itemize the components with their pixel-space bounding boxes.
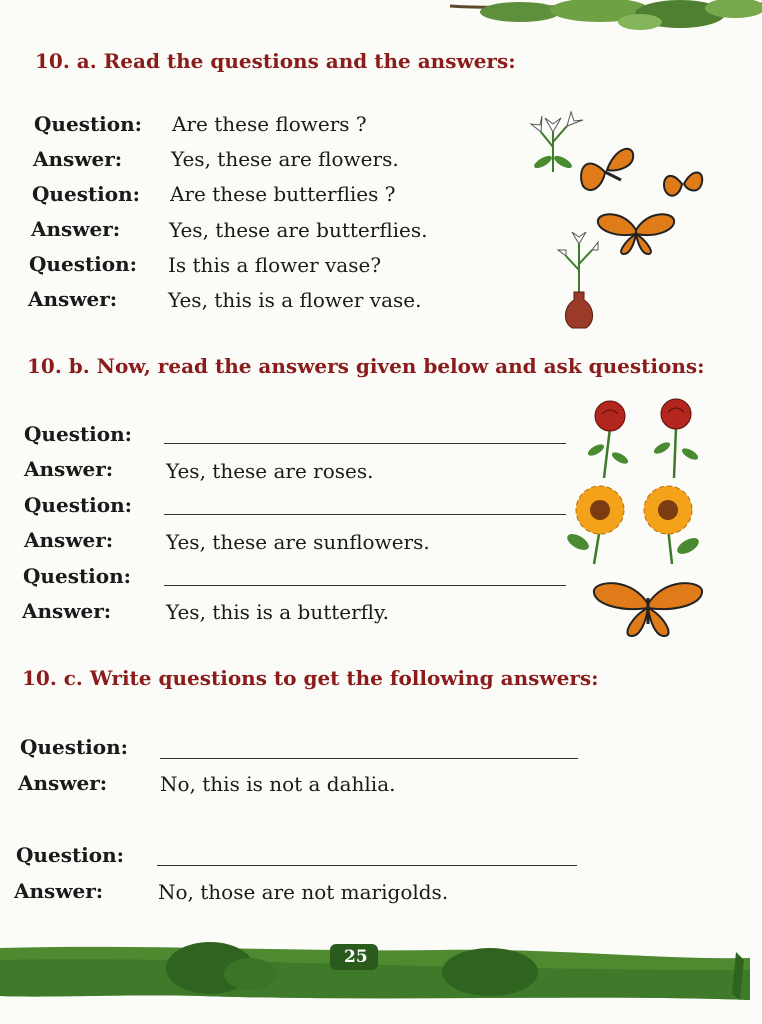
answer-label: Answer: xyxy=(24,457,114,481)
question-label: Question: xyxy=(34,112,143,136)
sunflowers-illustration xyxy=(564,482,704,566)
section-b-heading: 10. b. Now, read the answers given below and ask questions: xyxy=(27,354,705,378)
grass-footer-illustration xyxy=(0,930,762,1024)
question-label: Question: xyxy=(23,564,132,588)
butterfly-icon xyxy=(575,142,637,198)
answer-label: Answer: xyxy=(22,599,112,623)
answer-blank-line[interactable] xyxy=(164,585,566,586)
question-label: Question: xyxy=(32,182,141,206)
answer-blank-line[interactable] xyxy=(157,865,577,866)
question-label: Question: xyxy=(24,422,133,446)
roses-illustration xyxy=(582,398,704,482)
section-a-heading: 10. a. Read the questions and the answers: xyxy=(35,49,516,73)
question-text: Are these flowers ? xyxy=(172,112,367,136)
butterfly-icon xyxy=(592,578,704,638)
answer-text: Yes, these are roses. xyxy=(166,459,374,483)
answer-text: No, this is not a dahlia. xyxy=(160,772,396,796)
question-text: Are these butterflies ? xyxy=(170,182,396,206)
flower-vase-illustration xyxy=(556,230,602,330)
answer-text: Yes, this is a flower vase. xyxy=(168,288,422,312)
question-label: Question: xyxy=(29,252,138,276)
answer-blank-line[interactable] xyxy=(164,443,566,444)
answer-text: Yes, these are flowers. xyxy=(171,147,399,171)
answer-label: Answer: xyxy=(14,879,104,903)
butterfly-icon xyxy=(596,210,676,256)
question-text: Is this a flower vase? xyxy=(168,253,382,277)
section-c-heading: 10. c. Write questions to get the following answers: xyxy=(22,666,599,690)
answer-text: Yes, this is a butterfly. xyxy=(166,600,390,624)
butterfly-icon xyxy=(660,162,706,202)
question-label: Question: xyxy=(24,493,133,517)
page-number: 25 xyxy=(344,947,368,967)
answer-label: Answer: xyxy=(31,217,121,241)
tree-branch-illustration xyxy=(450,0,762,40)
answer-blank-line[interactable] xyxy=(164,514,566,515)
answer-blank-line[interactable] xyxy=(160,758,578,759)
answer-label: Answer: xyxy=(33,147,123,171)
answer-text: Yes, these are sunflowers. xyxy=(166,530,430,554)
answer-label: Answer: xyxy=(24,528,114,552)
answer-text: Yes, these are butterflies. xyxy=(169,218,428,242)
answer-text: No, those are not marigolds. xyxy=(158,880,449,904)
answer-label: Answer: xyxy=(18,771,108,795)
question-label: Question: xyxy=(16,843,125,867)
question-label: Question: xyxy=(20,735,129,759)
answer-label: Answer: xyxy=(28,287,118,311)
